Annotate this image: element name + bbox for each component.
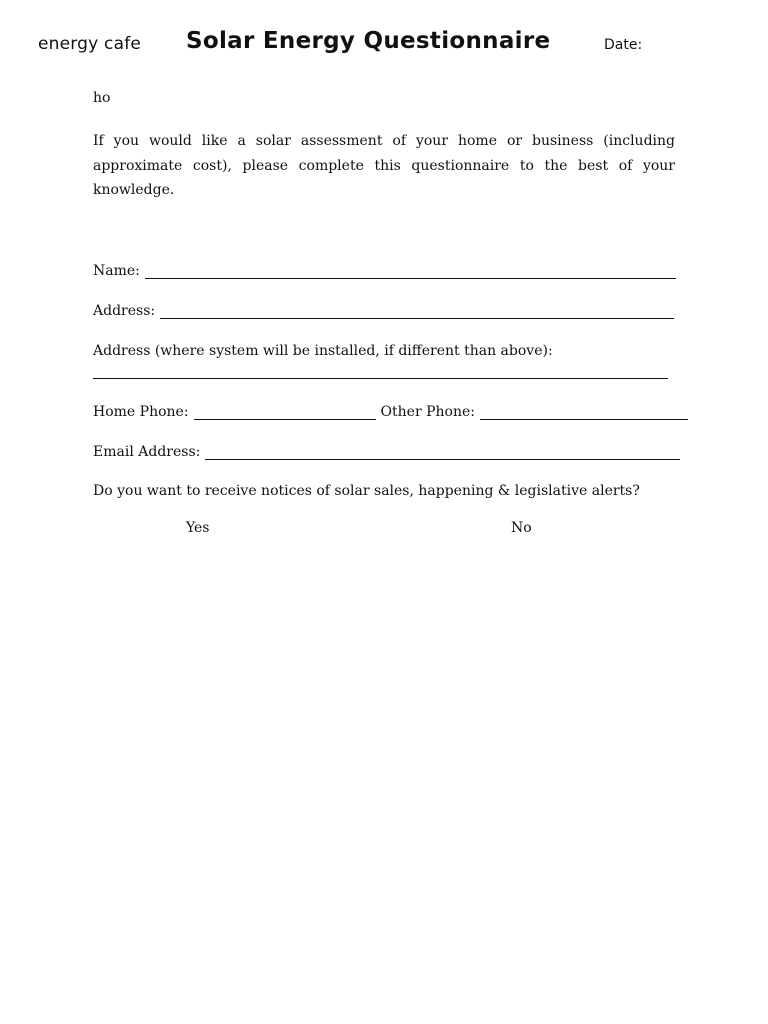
phone-row [93,400,688,420]
alerts-question-row [93,479,640,499]
install-address-row [93,339,553,359]
address-label: Address: [93,303,156,319]
email-field[interactable] [205,444,680,460]
address-field[interactable] [160,303,674,319]
option-yes[interactable]: Yes [186,520,210,536]
other-phone-field[interactable] [480,404,688,420]
date-label: Date: [604,37,643,53]
email-label: Email Address: [93,444,201,460]
brand-name: energy cafe [38,34,142,54]
home-phone-label: Home Phone: [93,404,189,420]
alerts-question: Do you want to receive notices of solar sales, happening & legislative alerts? [93,483,640,499]
option-no[interactable]: No [511,520,532,536]
name-row [93,259,676,279]
name-field[interactable] [145,263,676,279]
document-title: Solar Energy Questionnaire [186,28,551,54]
greeting-text: ho [93,90,111,106]
address-row [93,299,674,319]
name-label: Name: [93,263,140,279]
install-address-field[interactable] [93,364,668,379]
install-address-label: Address (where system will be installed, if different than above): [93,343,553,359]
intro-paragraph: If you would like a solar assessment of your home or business (including approximate cost), please complete this questionnaire to the best of your knowledge. [93,133,675,198]
home-phone-field[interactable] [194,404,376,420]
email-row [93,440,680,460]
other-phone-label: Other Phone: [380,404,475,420]
